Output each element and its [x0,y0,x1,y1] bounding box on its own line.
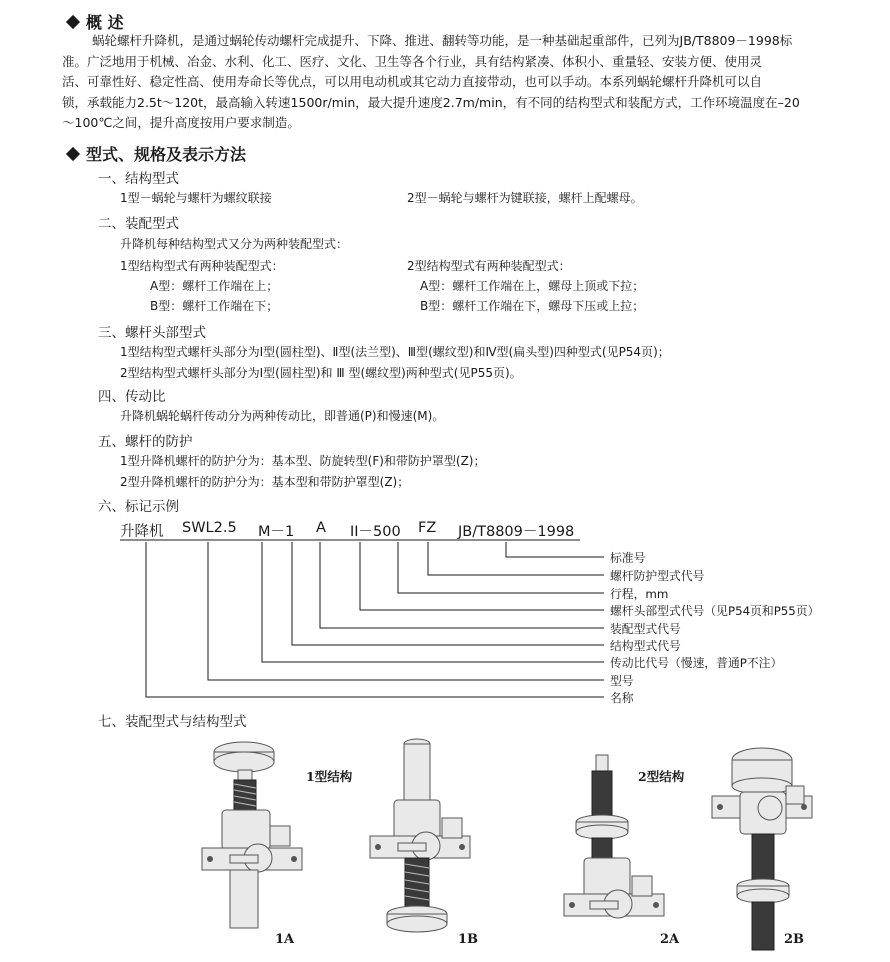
assembly-intro: 升降机每种结构型式又分为两种装配型式： [120,237,349,251]
caption-2b: 2B [784,932,805,947]
caption-1a: 1A [275,932,295,947]
assembly-left-b: B型：螺杆工作端在下； [150,299,279,313]
overview-line: 蜗轮螺杆升降机，是通过蜗轮传动螺杆完成提升、下降、推进、翻转等功能，是一种基础起重部件，已列为JB/T8809－1998标 [92,33,793,48]
marking-standard: JB/T8809－1998 [458,524,575,540]
legend-item: 行程，mm [610,587,669,601]
legend-item: 标准号 [610,551,646,565]
legend-item: 结构型式代号 [610,639,681,653]
screw-head-line1: 1型结构型式螺杆头部分为Ⅰ型(圆柱型)、Ⅱ型(法兰型)、Ⅲ型(螺纹型)和Ⅳ型(扁头型)四种型式(见P54页)； [120,345,670,359]
section-ratio-title: 四、传动比 [98,389,166,405]
overview-line: 锁，承载能力2.5t～120t，最高输入转速1500r/min，最大提升速度2.7m/min，有不同的结构型式和装配方式，工作环境温度在–20 [62,94,800,110]
section-structure-title: 一、结构型式 [98,171,179,187]
caption-1b: 1B [458,932,479,947]
overview-line: ～100℃之间，提升高度按用户要求制造。 [62,115,300,130]
section-marking-title: 六、标记示例 [98,499,179,515]
protection-line2: 2型升降机螺杆的防护分为：基本型和带防护罩型(Z)； [120,475,410,489]
legend-item: 名称 [610,691,634,705]
legend-item: 螺杆头部型式代号（见P54页和P55页） [610,604,820,618]
marking-model: SWL2.5 [182,520,237,536]
legend-item: 装配型式代号 [610,622,681,636]
marking-head-stroke: II－500 [350,524,401,540]
structure-type1: 1型－蜗轮与螺杆为螺纹联接 [120,191,272,205]
marking-ratio-structure: M－1 [258,524,295,540]
legend-item: 型号 [610,674,634,688]
section-figures-title: 七、装配型式与结构型式 [98,714,247,730]
assembly-right-head: 2型结构型式有两种装配型式： [407,259,571,273]
ratio-line1: 升降机蜗轮蜗杆传动分为两种传动比，即普通(P)和慢速(M)。 [120,409,445,423]
caption-2a: 2A [660,932,680,947]
structure-type2: 2型－蜗轮与螺杆为键联接，螺杆上配螺母。 [407,191,643,205]
overview-heading: 概 述 [68,10,124,33]
assembly-right-b: B型：螺杆工作端在下，螺母下压或上拉； [420,299,645,313]
screw-head-line2: 2型结构型式螺杆头部分为Ⅰ型(圆柱型)和 Ⅲ 型(螺纹型)两种型式(见P55页)。 [120,366,522,380]
section-screw-head-title: 三、螺杆头部型式 [98,325,206,341]
section-protection-title: 五、螺杆的防护 [98,434,193,450]
label-type2: 2型结构 [638,769,685,784]
overview-line: 准。广泛地用于机械、冶金、水利、化工、医疗、文化、卫生等各个行业，具有结构紧凑、体积小、重量轻、安装方便、使用灵 [62,53,763,69]
overview-line: 活、可靠性好、稳定性高、使用寿命长等优点，可以用电动机或其它动力直接带动，也可以手动。本系列蜗轮螺杆升降机可以自 [62,74,763,89]
assembly-right-a: A型：螺杆工作端在上，螺母上顶或下拉； [420,279,645,293]
assembly-left-a: A型：螺杆工作端在上； [150,279,279,293]
marking-assembly: A [316,520,326,536]
marking-protection: FZ [418,520,437,536]
label-type1: 1型结构 [306,769,353,784]
spec-heading: 型式、规格及表示方法 [68,142,246,165]
marking-name: 升降机 [120,524,164,540]
section-assembly-title: 二、装配型式 [98,216,179,232]
legend-item: 传动比代号（慢速，普通P不注） [610,656,783,670]
protection-line1: 1型升降机螺杆的防护分为：基本型、防旋转型(F)和带防护罩型(Z)； [120,454,486,468]
legend-item: 螺杆防护型式代号 [610,569,705,583]
assembly-left-head: 1型结构型式有两种装配型式： [120,259,284,273]
